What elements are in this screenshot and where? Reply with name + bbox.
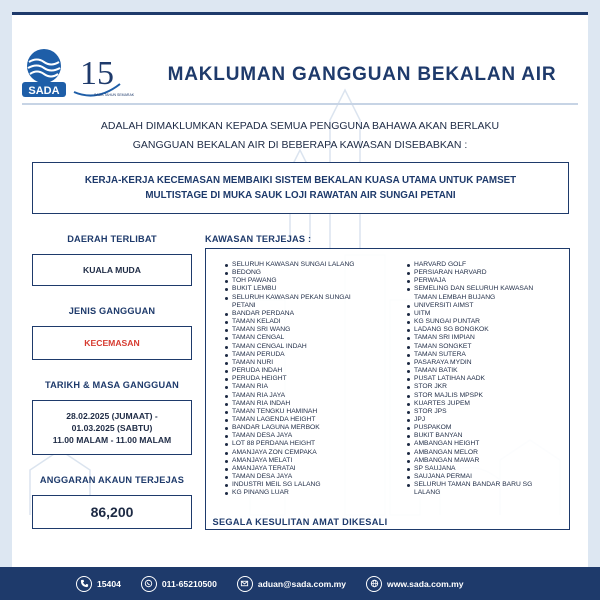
kawasan-item: PUSPAKOM bbox=[406, 424, 556, 432]
kawasan-item: TAMAN SRI WANG bbox=[224, 326, 374, 334]
kawasan-item: SELURUH TAMAN BANDAR BARU SG LALANG bbox=[406, 481, 556, 497]
kawasan-item: TAMAN NURI bbox=[224, 359, 374, 367]
kawasan-section bbox=[205, 230, 570, 497]
kawasan-item: JPJ bbox=[406, 416, 556, 424]
kawasan-item: STOR JPS bbox=[406, 408, 556, 416]
kawasan-item: BEDONG bbox=[224, 269, 374, 277]
kawasan-item: TAMAN DESA JAYA bbox=[224, 432, 374, 440]
kawasan-item: BANDAR LAGUNA MERBOK bbox=[224, 424, 374, 432]
kawasan-item: TAMAN TENGKU HAMINAH bbox=[224, 408, 374, 416]
kawasan-item: BANDAR PERDANA bbox=[224, 310, 374, 318]
phone-text: 011-65210500 bbox=[161, 578, 217, 589]
kawasan-item: STOR MAJLIS MPSPK bbox=[406, 392, 556, 400]
kawasan-item: PASARAYA MYDIN bbox=[406, 359, 556, 367]
kawasan-item: STOR JKR bbox=[406, 383, 556, 391]
kawasan-item: TAMAN LAGENDA HEIGHT bbox=[224, 416, 374, 424]
kawasan-item: TAMAN RIA bbox=[224, 383, 374, 391]
header bbox=[22, 44, 582, 102]
kawasan-item: SP SAUJANA bbox=[406, 465, 556, 473]
kawasan-item: KG SUNGAI PUNTAR bbox=[406, 318, 556, 326]
kawasan-item: BUKIT BANYAN bbox=[406, 432, 556, 440]
daerah-label: DAERAH TERLIBAT bbox=[67, 234, 157, 244]
kawasan-item: TAMAN SONGKET bbox=[406, 343, 556, 351]
kawasan-item: TAMAN CENGAL bbox=[224, 334, 374, 342]
jenis-value: KECEMASAN bbox=[84, 338, 140, 348]
email-icon bbox=[237, 576, 253, 592]
kawasan-item: KG PINANG LUAR bbox=[224, 489, 374, 497]
kawasan-item: BUKIT LEMBU bbox=[224, 285, 374, 293]
kawasan-item: SEMELING DAN SELURUH KAWASAN TAMAN LEMBAH BUJANG bbox=[406, 285, 556, 301]
header-divider bbox=[22, 103, 578, 105]
kawasan-list-box bbox=[205, 248, 570, 530]
kawasan-item: KUARTES JUPEM bbox=[406, 400, 556, 408]
kawasan-item: AMANJAYA TERATAI bbox=[224, 465, 374, 473]
akaun-value: 86,200 bbox=[90, 504, 134, 520]
footer-email[interactable] bbox=[237, 576, 346, 592]
globe-icon bbox=[366, 576, 382, 592]
kawasan-item: TAMAN PERUDA bbox=[224, 351, 374, 359]
kawasan-item: INDUSTRI MEIL SG LALANG bbox=[224, 481, 374, 489]
kawasan-item: AMBANGAN MELOR bbox=[406, 449, 556, 457]
kawasan-item: TAMAN RIA JAYA bbox=[224, 392, 374, 400]
kawasan-item: SELURUH KAWASAN PEKAN SUNGAI PETANI bbox=[224, 294, 374, 310]
kawasan-item: LOT 88 PERDANA HEIGHT bbox=[224, 440, 374, 448]
kawasan-label: KAWASAN TERJEJAS : bbox=[205, 234, 312, 244]
kawasan-item: TAMAN CENGAL INDAH bbox=[224, 343, 374, 351]
tarikh-line-3: 11.00 MALAM - 11.00 MALAM bbox=[52, 434, 172, 445]
footer-phone[interactable] bbox=[141, 576, 217, 592]
tarikh-value-box bbox=[32, 400, 192, 455]
tarikh-label: TARIKH & MASA GANGGUAN bbox=[44, 380, 180, 390]
notice-text: ADALAH DIMAKLUMKAN KEPADA SEMUA PENGGUNA BAHAWA AKAN BERLAKU GANGGUAN BEKALAN AIR DI BEBERAPA KAWASAN DISEBABKAN : bbox=[100, 120, 500, 151]
details-column bbox=[32, 230, 192, 529]
kawasan-item: HARVARD GOLF bbox=[406, 261, 556, 269]
kawasan-item: PERSIARAN HARVARD bbox=[406, 269, 556, 277]
page-title: MAKLUMAN GANGGUAN BEKALAN AIR bbox=[167, 64, 557, 85]
kawasan-item: TAMAN SRI IMPIAN bbox=[406, 334, 556, 342]
work-description-box bbox=[32, 162, 569, 214]
kawasan-item: TAMAN SUTERA bbox=[406, 351, 556, 359]
kawasan-item: TAMAN RIA INDAH bbox=[224, 400, 374, 408]
kawasan-column-2 bbox=[406, 261, 556, 498]
footer-hotline[interactable] bbox=[76, 576, 121, 592]
kawasan-item: TAMAN DESA JAYA bbox=[224, 473, 374, 481]
email-text: aduan@sada.com.my bbox=[257, 578, 347, 589]
kawasan-item: SELURUH KAWASAN SUNGAI LALANG bbox=[224, 261, 374, 269]
footer-website[interactable] bbox=[366, 576, 464, 592]
kawasan-item: AMANJAYA ZON CEMPAKA bbox=[224, 449, 374, 457]
kawasan-item: UNIVERSITI AIMST bbox=[406, 302, 556, 310]
tarikh-line-1: 28.02.2025 (JUMAAT) - bbox=[66, 410, 158, 421]
anniversary-number: 15 bbox=[80, 55, 114, 92]
akaun-label: ANGGARAN AKAUN TERJEJAS bbox=[39, 475, 185, 485]
kawasan-column-1 bbox=[224, 261, 374, 498]
kawasan-item: AMBANGAN HEIGHT bbox=[406, 440, 556, 448]
whatsapp-icon bbox=[141, 576, 157, 592]
phone-icon bbox=[76, 576, 92, 592]
kawasan-item: PUSAT LATIHAN AADK bbox=[406, 375, 556, 383]
kawasan-item: SAUJANA PERMAI bbox=[406, 473, 556, 481]
sada-logo bbox=[22, 44, 135, 102]
kawasan-item: TAMAN BATIK bbox=[406, 367, 556, 375]
logo-text: SADA bbox=[28, 85, 60, 97]
jenis-value-box bbox=[32, 326, 192, 360]
anniversary-caption: SADA TAHUN SEMARAK bbox=[94, 93, 135, 97]
tarikh-line-2: 01.03.2025 (SABTU) bbox=[71, 422, 153, 433]
daerah-value-box bbox=[32, 254, 192, 286]
kawasan-item: PERUDA INDAH bbox=[224, 367, 374, 375]
footer-bar bbox=[0, 567, 600, 600]
website-text: www.sada.com.my bbox=[387, 578, 464, 589]
closing-text: SEGALA KESULITAN AMAT DIKESALI bbox=[212, 517, 388, 527]
kawasan-item: PERWAJA bbox=[406, 277, 556, 285]
kawasan-item: TAMAN KELADI bbox=[224, 318, 374, 326]
kawasan-item: UITM bbox=[406, 310, 556, 318]
kawasan-item: AMANJAYA MELATI bbox=[224, 457, 374, 465]
kawasan-item: AMBANGAN MAWAR bbox=[406, 457, 556, 465]
kawasan-item: TOH PAWANG bbox=[224, 277, 374, 285]
hotline-text: 15404 bbox=[97, 578, 121, 589]
work-description: KERJA-KERJA KECEMASAN MEMBAIKI SISTEM BEKALAN KUASA UTAMA UNTUK PAMSET MULTISTAGE DI MUKA SAUK LOJI RAWATAN AIR SUNGAI PETANI bbox=[84, 175, 517, 201]
kawasan-item: LADANG SG BONGKOK bbox=[406, 326, 556, 334]
kawasan-item: PERUDA HEIGHT bbox=[224, 375, 374, 383]
jenis-label: JENIS GANGGUAN bbox=[68, 306, 156, 316]
daerah-value: KUALA MUDA bbox=[83, 265, 141, 275]
